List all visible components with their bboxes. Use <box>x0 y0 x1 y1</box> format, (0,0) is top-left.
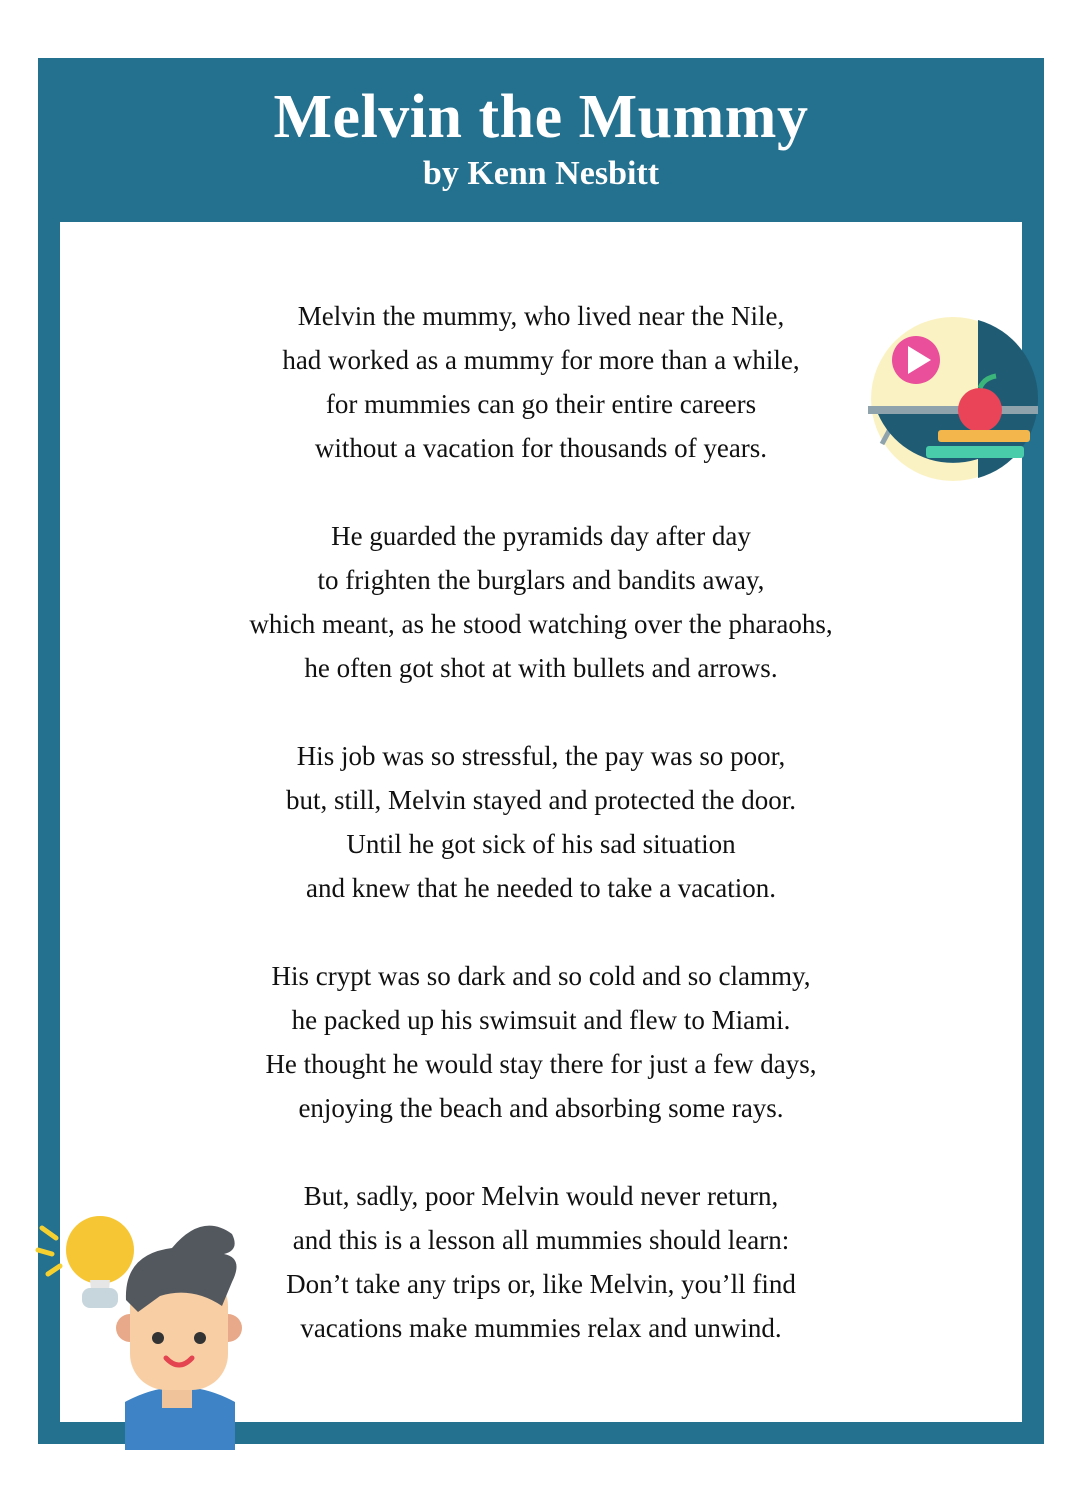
poem-line: He thought he would stay there for just a few days, <box>265 1049 817 1079</box>
poem-line: had worked as a mummy for more than a while, <box>282 345 800 375</box>
poem-line: to frighten the burglars and bandits away, <box>317 565 765 595</box>
poem-line: He guarded the pyramids day after day <box>331 521 751 551</box>
poem-line: for mummies can go their entire careers <box>325 389 757 419</box>
poem-line: Until he got sick of his sad situation <box>346 829 736 859</box>
poem-line: which meant, as he stood watching over the pharaohs, <box>249 609 833 639</box>
poem-line: and this is a lesson all mummies should learn: <box>292 1225 790 1255</box>
poem-line: But, sadly, poor Melvin would never return, <box>303 1181 779 1211</box>
stanza-2 <box>60 514 1022 690</box>
poem-line: Don’t take any trips or, like Melvin, you’ll find <box>286 1269 796 1299</box>
poem-line: vacations make mummies relax and unwind. <box>300 1313 782 1343</box>
poem-line: he often got shot at with bullets and arrows. <box>304 653 778 683</box>
poem-line: without a vacation for thousands of years. <box>314 433 768 463</box>
student-idea-lightbulb-icon <box>30 1210 260 1450</box>
poem-line: but, still, Melvin stayed and protected the door. <box>286 785 796 815</box>
author-line: by Kenn Nesbitt <box>422 155 660 192</box>
poem-line: Melvin the mummy, who lived near the Nile, <box>297 301 785 331</box>
header <box>38 58 1044 220</box>
classroom-video-apple-icon <box>868 314 1038 484</box>
poem-line: His crypt was so dark and so cold and so clammy, <box>271 961 811 991</box>
stanza-3 <box>60 734 1022 910</box>
stanza-4 <box>60 954 1022 1130</box>
poem-line: enjoying the beach and absorbing some rays. <box>298 1093 784 1123</box>
poem-line: he packed up his swimsuit and flew to Miami. <box>291 1005 791 1035</box>
poem-line: His job was so stressful, the pay was so poor, <box>296 741 786 771</box>
poem-line: and knew that he needed to take a vacation. <box>305 873 777 903</box>
page-title: Melvin the Mummy <box>273 83 809 151</box>
